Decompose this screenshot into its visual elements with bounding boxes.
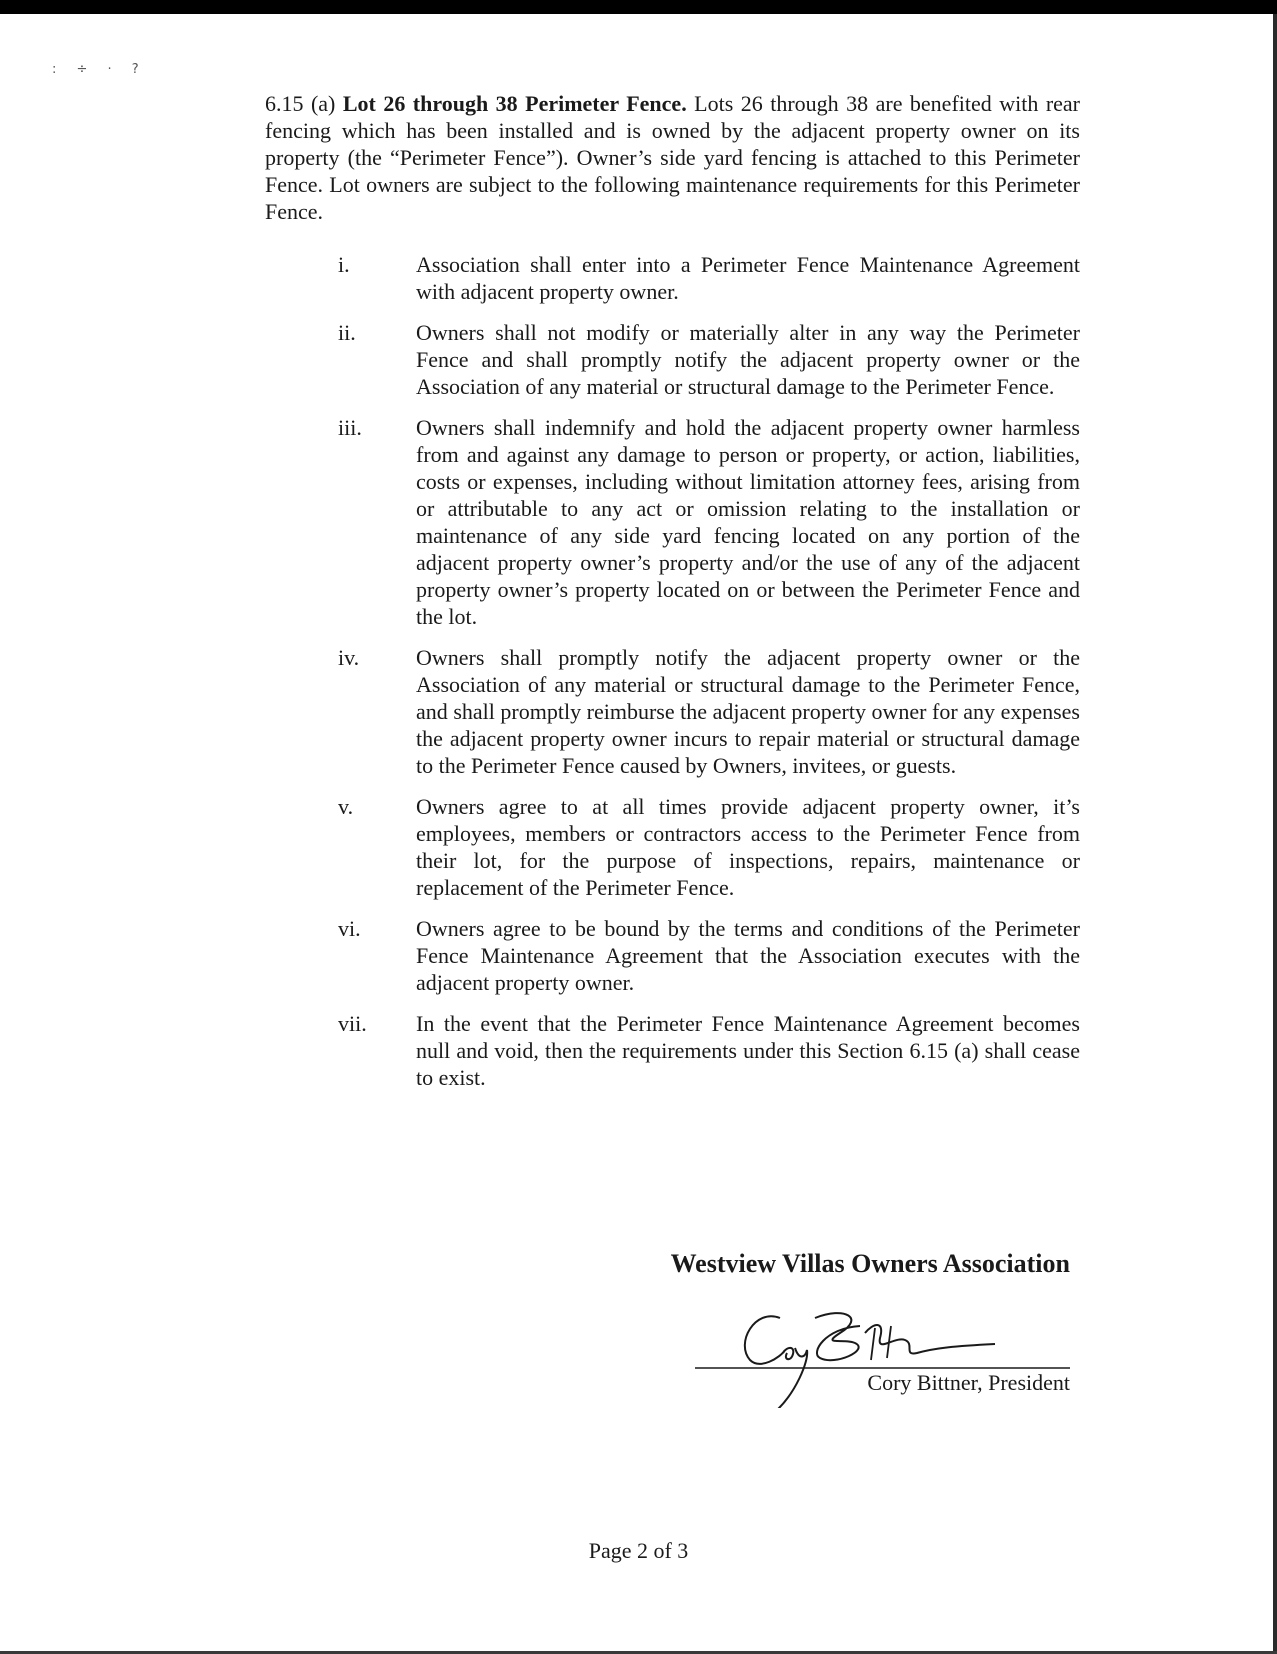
list-item-text: Association shall enter into a Perimeter Fence Maintenance Agreement with adjacent property owner.: [416, 252, 1080, 304]
list-item-text: Owners shall promptly notify the adjacent property owner or the Association of any material or structural damage to the Perimeter Fence, and shall promptly reimburse the adjacent property owner for any expenses the adjacent property owner incurs to repair material or structural damage to the Perimeter Fence caused by Owners, invitees, or guests.: [416, 645, 1080, 778]
section-heading: Lot 26 through 38 Perimeter Fence.: [342, 91, 687, 116]
document-body: [265, 90, 1080, 1105]
list-item: [265, 915, 1080, 996]
list-item: [265, 644, 1080, 779]
list-item-number: ii.: [338, 320, 356, 345]
page-number: Page 2 of 3: [588, 1538, 689, 1563]
list-item-text: Owners agree to be bound by the terms and conditions of the Perimeter Fence Maintenance Agreement that the Association executes with the adjacent property owner.: [416, 916, 1080, 995]
list-item: [265, 319, 1080, 400]
list-item-text: In the event that the Perimeter Fence Maintenance Agreement becomes null and void, then the requirements under this Section 6.15 (a) shall cease to exist.: [416, 1011, 1080, 1090]
requirements-list: [265, 251, 1080, 1091]
list-item: [265, 414, 1080, 630]
list-item-text: Owners shall indemnify and hold the adjacent property owner harmless from and against any damage to person or property, or action, liabilities, costs or expenses, including without limitation attorney fees, arising from or attributable to any act or omission relating to the installation or maintenance of any side yard fencing located on any portion of the adjacent property owner’s property and/or the use of any of the adjacent property owner’s property located on or between the Perimeter Fence and the lot.: [416, 415, 1080, 629]
organization-name: Westview Villas Owners Association: [670, 1249, 1070, 1278]
section-intro-paragraph: [265, 90, 1080, 225]
signer-name: Cory Bittner, President: [867, 1370, 1070, 1395]
list-item-number: iv.: [338, 645, 360, 670]
section-intro-text: Lots 26 through 38 are benefited with rear fencing which has been installed and is owned by the adjacent property owner on its property (the “Perimeter Fence”). Owner’s side yard fencing is attached to this Perimeter Fence. Lot owners are subject to the following maintenance requirements for this Perimeter Fence.: [265, 91, 1080, 224]
list-item-number: vi.: [338, 916, 361, 941]
list-item-number: v.: [338, 794, 354, 819]
list-item-number: i.: [338, 252, 350, 277]
list-item-number: vii.: [338, 1011, 367, 1036]
signature-block: [695, 1298, 1070, 1408]
list-item-text: Owners agree to at all times provide adjacent property owner, it’s employees, members or contractors access to the Perimeter Fence from their lot, for the purpose of inspections, repairs, maintenance or replacement of the Perimeter Fence.: [416, 794, 1080, 900]
list-item: [265, 793, 1080, 901]
scan-top-border: [0, 0, 1277, 14]
scan-right-border: [1273, 14, 1277, 1654]
list-item-text: Owners shall not modify or materially alter in any way the Perimeter Fence and shall promptly notify the adjacent property owner or the Association of any material or structural damage to the Perimeter Fence.: [416, 320, 1080, 399]
list-item-number: iii.: [338, 415, 362, 440]
list-item: [265, 1010, 1080, 1091]
section-number: 6.15 (a): [265, 91, 336, 116]
list-item: [265, 251, 1080, 305]
scan-artifact-marks: : ÷ · ?: [52, 62, 147, 77]
